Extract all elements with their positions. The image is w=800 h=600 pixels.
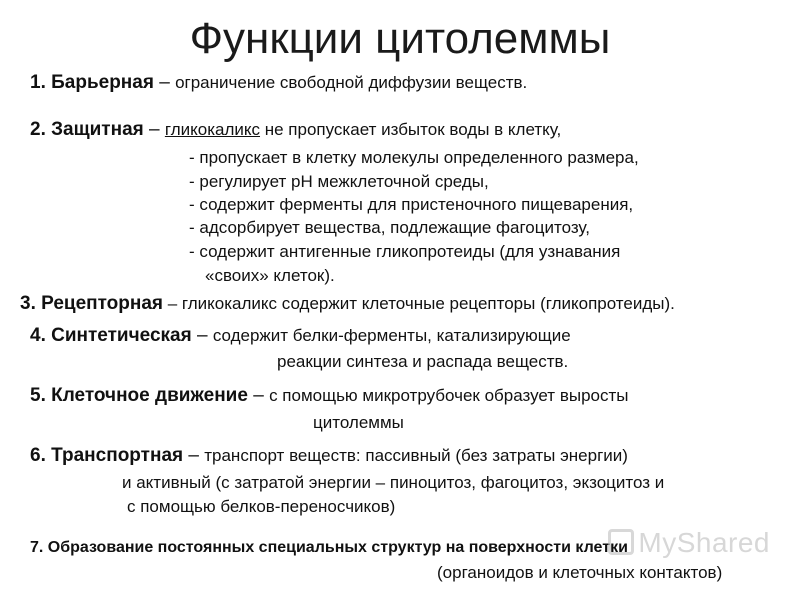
item-structures-heading: 7. Образование постоянных специальных структур на поверхности клетки xyxy=(30,539,628,556)
item-synthetic-text: содержит белки-ферменты, катализирующие xyxy=(212,326,571,345)
item-transport-text-2: и активный (с затратой энергии – пиноцитоз, фагоцитоз, экзоцитоз и xyxy=(122,473,665,492)
protective-line: - содержит ферменты для пристеночного пищеварения, xyxy=(189,195,634,214)
item-barrier-text: ограничение свободной диффузии веществ. xyxy=(175,73,528,92)
watermark-logo-icon xyxy=(608,529,634,555)
item-protective-heading: 2. Защитная xyxy=(30,119,144,140)
dash: – xyxy=(143,119,165,140)
item-synthetic-text-2: реакции синтеза и распада веществ. xyxy=(277,352,569,371)
item-movement xyxy=(30,385,628,407)
item-receptor xyxy=(20,293,675,315)
dash: – xyxy=(163,294,182,313)
item-structures-text: (органоидов и клеточных контактов) xyxy=(437,563,723,582)
item-receptor-text: гликокаликс содержит клеточные рецепторы (гликопротеиды). xyxy=(181,294,675,313)
item-barrier xyxy=(30,72,527,94)
item-movement-text: с помощью микротрубочек образует выросты xyxy=(269,386,629,405)
glycocalyx-underlined: гликокаликс xyxy=(164,120,261,139)
watermark xyxy=(608,527,770,559)
item-transport-text-3: с помощью белков-переносчиков) xyxy=(127,497,396,516)
item-movement-heading: 5. Клеточное движение xyxy=(30,385,248,406)
protective-line: - пропускает в клетку молекулы определенного размера, xyxy=(189,148,639,167)
protective-line: - регулирует pH межклеточной среды, xyxy=(189,172,489,191)
protective-line: «своих» клеток). xyxy=(205,266,335,285)
item-synthetic xyxy=(30,325,571,347)
protective-line: - адсорбирует вещества, подлежащие фагоцитозу, xyxy=(189,218,590,237)
item-movement-text-2: цитолеммы xyxy=(313,413,404,432)
protective-line: - содержит антигенные гликопротеиды (для узнавания xyxy=(189,242,621,261)
dash: – xyxy=(191,325,213,346)
item-protective-text: не пропускает избыток воды в клетку, xyxy=(260,120,562,139)
dash: – xyxy=(183,445,205,466)
watermark-text: MyShared xyxy=(638,527,770,558)
item-barrier-heading: 1. Барьерная xyxy=(30,72,154,93)
item-transport-heading: 6. Транспортная xyxy=(30,445,184,466)
item-protective xyxy=(30,119,561,141)
item-transport-text: транспорт веществ: пассивный (без затраты энергии) xyxy=(204,446,628,465)
dash: – xyxy=(247,385,270,406)
item-receptor-heading: 3. Рецепторная xyxy=(20,293,164,314)
page-title: Функции цитолеммы xyxy=(189,14,611,63)
item-synthetic-heading: 4. Синтетическая xyxy=(30,325,192,346)
dash: – xyxy=(153,72,176,93)
item-transport xyxy=(30,445,628,467)
